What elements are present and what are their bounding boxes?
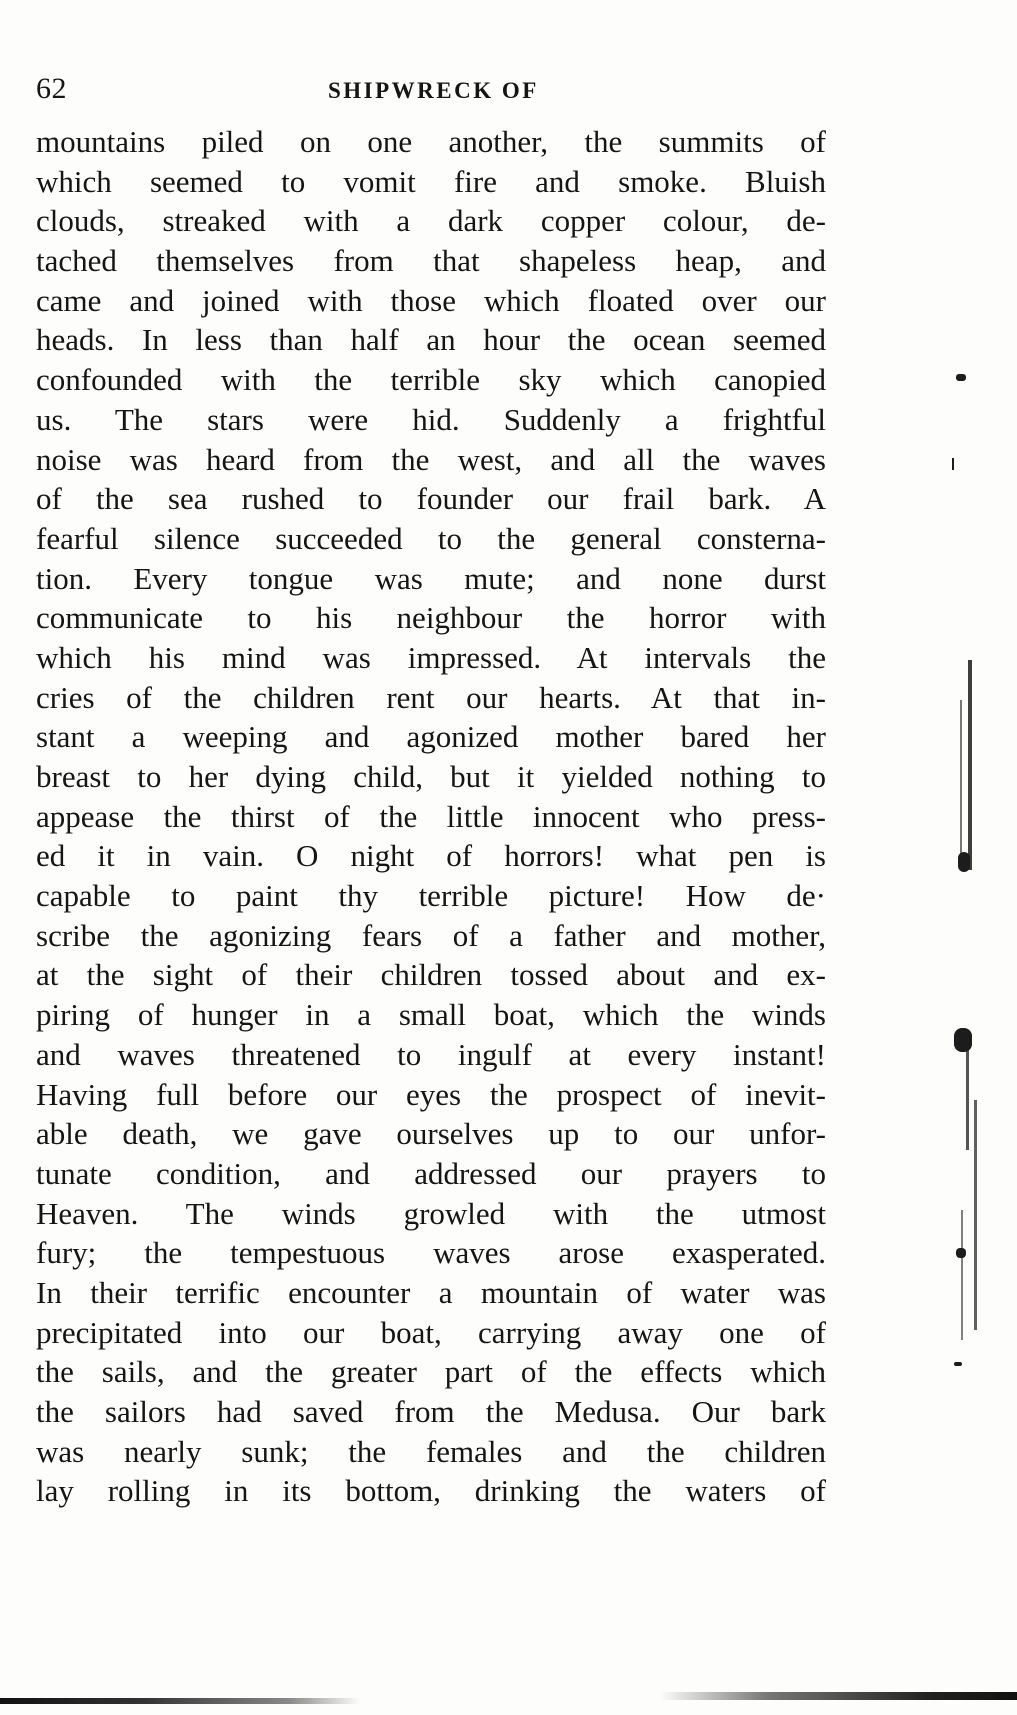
text-line: appease the thirst of the little innocent who press- [36,798,826,834]
text-line: scribe the agonizing fears of a father and mother, [36,917,826,953]
text-line: came and joined with those which floated over our [36,282,826,318]
text-line: stant a weeping and agonized mother bared her [36,719,826,755]
text-line: noise was heard from the west, and all the waves [36,441,826,477]
text-line: tunate condition, and addressed our prayers to [36,1155,826,1191]
gutter-speck [954,1028,972,1052]
text-line: Having full before our eyes the prospect of inevit- [36,1076,826,1112]
text-line: capable to paint thy terrible picture! How de· [36,878,826,914]
text-line: cries of the children rent our hearts. At that in- [36,679,826,715]
bottom-scan-edge-right [660,1692,1017,1700]
text-line: tion. Every tongue was mute; and none durst [36,560,826,596]
text-line: which seemed to vomit fire and smoke. Bluish [36,163,826,199]
text-line: piring of hunger in a small boat, which the winds [36,997,826,1033]
text-line: mountains piled on one another, the summits of [36,124,826,159]
text-line: heads. In less than half an hour the ocean seemed [36,322,826,358]
text-line: breast to her dying child, but it yielded nothing to [36,759,826,794]
gutter-speck [954,1362,962,1366]
gutter-line [960,700,962,870]
text-line: at the sight of their children tossed about and ex- [36,957,826,993]
text-line: ed it in vain. O night of horrors! what pen is [36,838,826,874]
text-line: precipitated into our boat, carrying away one of [36,1314,826,1350]
gutter-speck [956,1248,966,1258]
page-number: 62 [36,72,67,105]
text-line: communicate to his neighbour the horror with [36,600,826,636]
text-line: us. The stars were hid. Suddenly a frightful [36,401,826,437]
text-line: Heaven. The winds growled with the utmost [36,1195,826,1231]
gutter-line [974,1100,977,1330]
text-line: confounded with the terrible sky which canopied [36,362,826,398]
gutter-line [961,1210,963,1340]
text-line: In their terrific encounter a mountain of water was [36,1274,826,1310]
gutter-speck [958,852,970,872]
gutter-line [966,1040,969,1150]
gutter-speck [956,374,966,381]
text-line: tached themselves from that shapeless heap, and [36,243,826,279]
text-line: the sailors had saved from the Medusa. Our bark [36,1394,826,1429]
bottom-scan-edge-left [0,1698,360,1704]
page-header [36,72,826,112]
text-line: and waves threatened to ingulf at every instant! [36,1036,826,1072]
text-line: was nearly sunk; the females and the children [36,1433,826,1469]
text-line: able death, we gave ourselves up to our unfor- [36,1116,826,1152]
text-line: the sails, and the greater part of the effects which [36,1354,826,1390]
text-line: fury; the tempestuous waves arose exasperated. [36,1235,826,1271]
text-line: of the sea rushed to founder our frail bark. A [36,481,826,517]
text-line: clouds, streaked with a dark copper colour, de- [36,203,826,239]
running-head: SHIPWRECK OF [328,78,539,103]
text-line: lay rolling in its bottom, drinking the waters of [36,1473,826,1509]
text-line: which his mind was impressed. At intervals the [36,639,826,675]
scan-gutter-marks [930,60,1010,1620]
gutter-speck [952,458,954,470]
body-text [36,122,826,1511]
text-line: fearful silence succeeded to the general consterna- [36,520,826,556]
gutter-line [968,660,972,870]
